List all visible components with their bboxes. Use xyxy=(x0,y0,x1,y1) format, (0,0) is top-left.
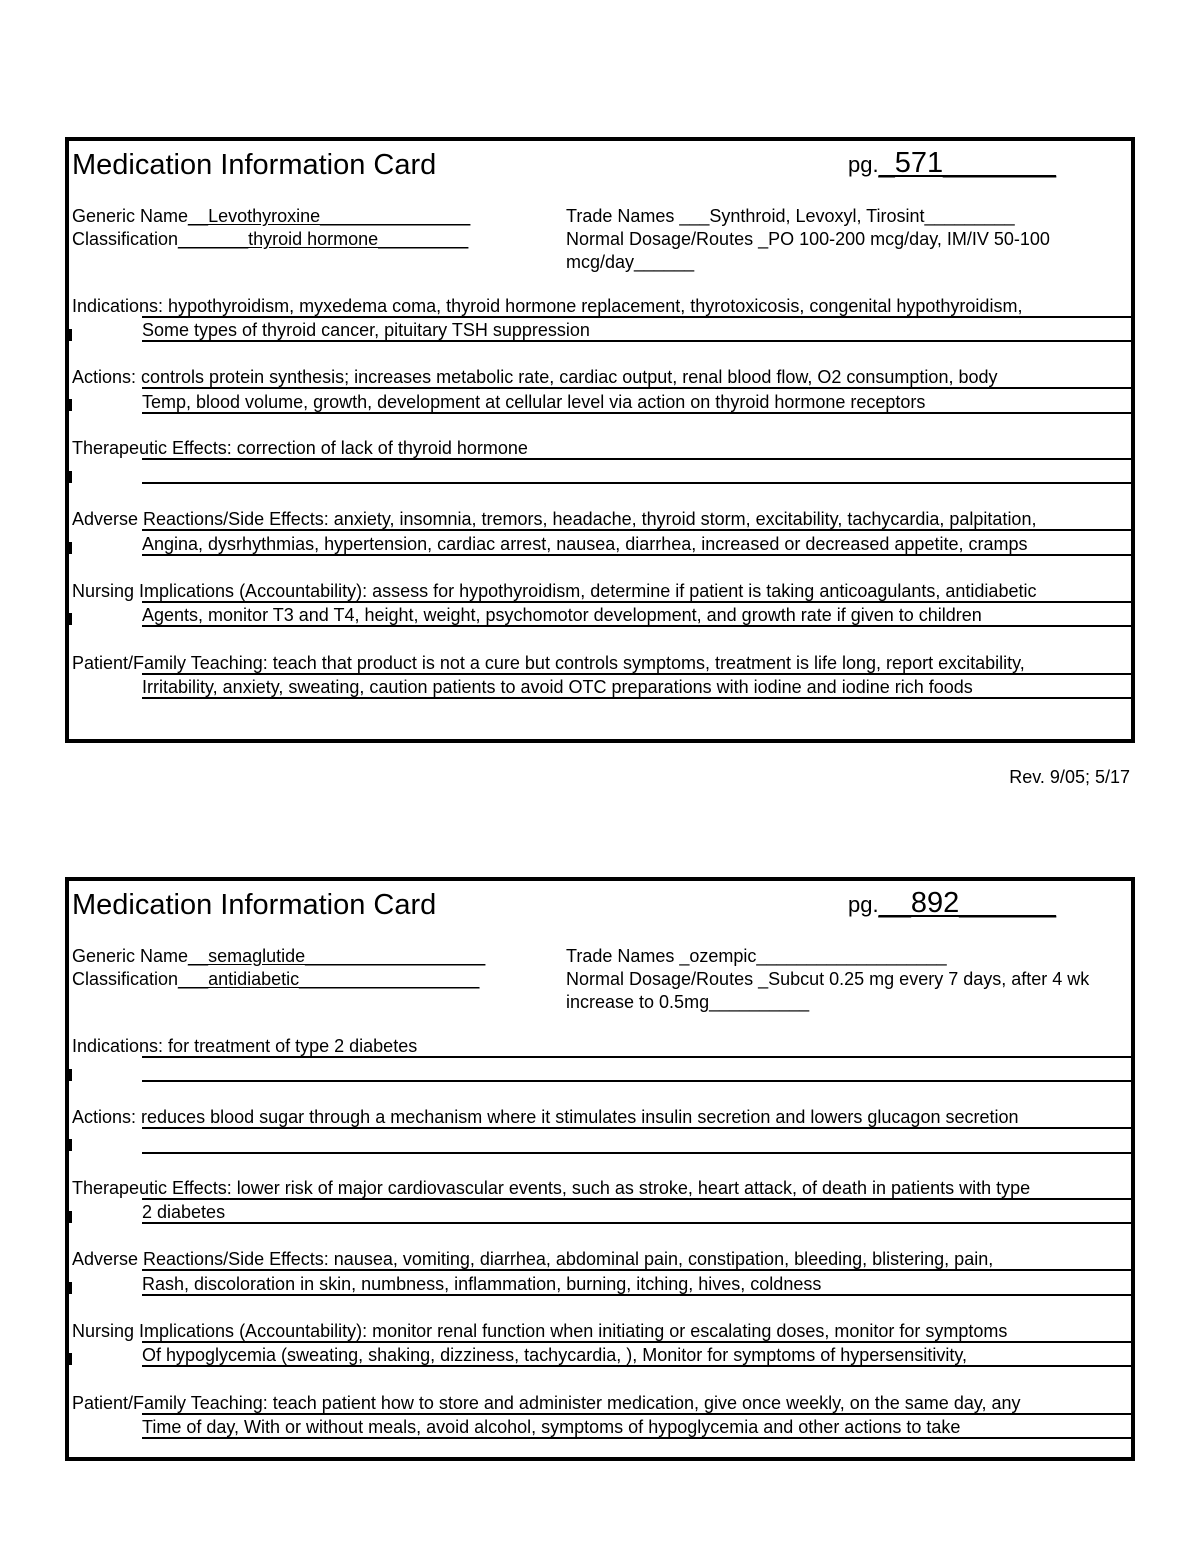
medication-card-levothyroxine xyxy=(65,137,1135,743)
trade-names-value: _ozempic___________________ xyxy=(674,946,947,966)
medication-card-semaglutide xyxy=(65,877,1135,1461)
margin-tick xyxy=(69,1353,72,1365)
classification-value: ___antidiabetic__________________ xyxy=(178,969,480,989)
rule xyxy=(142,601,1131,603)
margin-tick xyxy=(69,1211,72,1223)
page-value: __892______ xyxy=(878,887,1057,919)
margin-tick xyxy=(69,329,72,341)
rule xyxy=(142,1269,1131,1271)
page-prefix: pg. xyxy=(848,892,879,917)
therapeutic-line-1: Therapeutic Effects: correction of lack of thyroid hormone xyxy=(72,438,528,458)
generic-name-value: __semaglutide__________________ xyxy=(188,946,486,966)
nursing-line-2: Agents, monitor T3 and T4, height, weight, psychomotor development, and growth rate if given to children xyxy=(142,605,982,625)
generic-name-label: Generic Name xyxy=(72,946,189,966)
page-number xyxy=(848,147,1056,180)
dosage-value: _PO 100-200 mcg/day, IM/IV 50-100 mcg/day______ xyxy=(566,229,1050,272)
margin-tick xyxy=(69,399,72,411)
trade-names-field xyxy=(566,205,1015,228)
generic-name-field xyxy=(72,205,470,228)
dosage-label: Normal Dosage/Routes xyxy=(566,969,754,989)
card-title: Medication Information Card xyxy=(72,889,437,921)
rule xyxy=(142,1413,1131,1415)
rule xyxy=(142,458,1131,460)
dosage-field xyxy=(566,228,1101,274)
rule xyxy=(142,1152,1131,1154)
margin-tick xyxy=(69,471,72,483)
page-value: _571_______ xyxy=(878,147,1057,179)
margin-tick xyxy=(69,542,72,554)
rule xyxy=(142,1294,1131,1296)
generic-name-label: Generic Name xyxy=(72,206,189,226)
rule xyxy=(142,1198,1131,1200)
nursing-line-1: Nursing Implications (Accountability): assess for hypothyroidism, determine if patient is taking anticoagulants, antidiabetic xyxy=(72,581,1037,601)
rule xyxy=(142,1127,1131,1129)
teaching-line-2: Irritability, anxiety, sweating, caution patients to avoid OTC preparations with iodine and iodine rich foods xyxy=(142,677,973,697)
adverse-line-2: Angina, dysrhythmias, hypertension, cardiac arrest, nausea, diarrhea, increased or decreased appetite, cramps xyxy=(142,534,1028,554)
actions-line-2: Temp, blood volume, growth, development at cellular level via action on thyroid hormone receptors xyxy=(142,392,926,412)
nursing-line-1: Nursing Implications (Accountability): monitor renal function when initiating or escalating doses, monitor for symptoms xyxy=(72,1321,1008,1341)
trade-names-label: Trade Names xyxy=(566,946,675,966)
rule xyxy=(142,1365,1131,1367)
actions-line-1: Actions: controls protein synthesis; increases metabolic rate, cardiac output, renal blood flow, O2 consumption, body xyxy=(72,367,998,387)
revision-note: Rev. 9/05; 5/17 xyxy=(1009,767,1130,787)
generic-name-value: __Levothyroxine_______________ xyxy=(188,206,471,226)
dosage-label: Normal Dosage/Routes xyxy=(566,229,754,249)
teaching-line-2: Time of day, With or without meals, avoid alcohol, symptoms of hypoglycemia and other actions to take xyxy=(142,1417,961,1437)
rule xyxy=(142,316,1131,318)
teaching-line-1: Patient/Family Teaching: teach patient how to store and administer medication, give once weekly, on the same day, any xyxy=(72,1393,1021,1413)
dosage-value: _Subcut 0.25 mg every 7 days, after 4 wk increase to 0.5mg__________ xyxy=(566,969,1090,1012)
classification-label: Classification xyxy=(72,229,179,249)
page-number xyxy=(848,887,1056,920)
classification-field xyxy=(72,228,468,251)
margin-tick xyxy=(69,1139,72,1151)
rule xyxy=(142,554,1131,556)
actions-line-1: Actions: reduces blood sugar through a mechanism where it stimulates insulin secretion and lowers glucagon secretion xyxy=(72,1107,1019,1127)
trade-names-label: Trade Names xyxy=(566,206,675,226)
rule xyxy=(142,482,1131,484)
rule xyxy=(142,673,1131,675)
classification-value: _______thyroid hormone_________ xyxy=(178,229,469,249)
therapeutic-line-1: Therapeutic Effects: lower risk of major cardiovascular events, such as stroke, heart attack, of death in patients with type xyxy=(72,1178,1031,1198)
card-title: Medication Information Card xyxy=(72,149,437,181)
margin-tick xyxy=(69,1282,72,1294)
trade-names-field xyxy=(566,945,947,968)
rule xyxy=(142,387,1131,389)
generic-name-field xyxy=(72,945,485,968)
rule xyxy=(142,1222,1131,1224)
adverse-line-1: Adverse Reactions/Side Effects: nausea, vomiting, diarrhea, abdominal pain, constipation, bleeding, blistering, pain, xyxy=(72,1249,994,1269)
trade-names-value: ___Synthroid, Levoxyl, Tirosint_________ xyxy=(674,206,1015,226)
classification-field xyxy=(72,968,479,991)
rule xyxy=(142,1080,1131,1082)
margin-tick xyxy=(69,1069,72,1081)
rule xyxy=(142,697,1131,699)
margin-tick xyxy=(69,613,72,625)
rule xyxy=(142,529,1131,531)
indications-line-1: Indications: hypothyroidism, myxedema coma, thyroid hormone replacement, thyrotoxicosis, congenital hypothyroidism, xyxy=(72,296,1023,316)
rule xyxy=(142,340,1131,342)
adverse-line-1: Adverse Reactions/Side Effects: anxiety, insomnia, tremors, headache, thyroid storm, excitability, tachycardia, palpitation, xyxy=(72,509,1037,529)
therapeutic-line-2: 2 diabetes xyxy=(142,1202,226,1222)
indications-line-1: Indications: for treatment of type 2 diabetes xyxy=(72,1036,418,1056)
adverse-line-2: Rash, discoloration in skin, numbness, inflammation, burning, itching, hives, coldness xyxy=(142,1274,822,1294)
rule xyxy=(142,1056,1131,1058)
teaching-line-1: Patient/Family Teaching: teach that product is not a cure but controls symptoms, treatment is life long, report excitability, xyxy=(72,653,1025,673)
rule xyxy=(142,1437,1131,1439)
page-prefix: pg. xyxy=(848,152,879,177)
classification-label: Classification xyxy=(72,969,179,989)
rule xyxy=(142,625,1131,627)
nursing-line-2: Of hypoglycemia (sweating, shaking, dizziness, tachycardia, ), Monitor for symptoms of hypersensitivity, xyxy=(142,1345,967,1365)
rule xyxy=(142,1341,1131,1343)
dosage-field xyxy=(566,968,1101,1014)
indications-line-2: Some types of thyroid cancer, pituitary TSH suppression xyxy=(142,320,590,340)
rule xyxy=(142,412,1131,414)
